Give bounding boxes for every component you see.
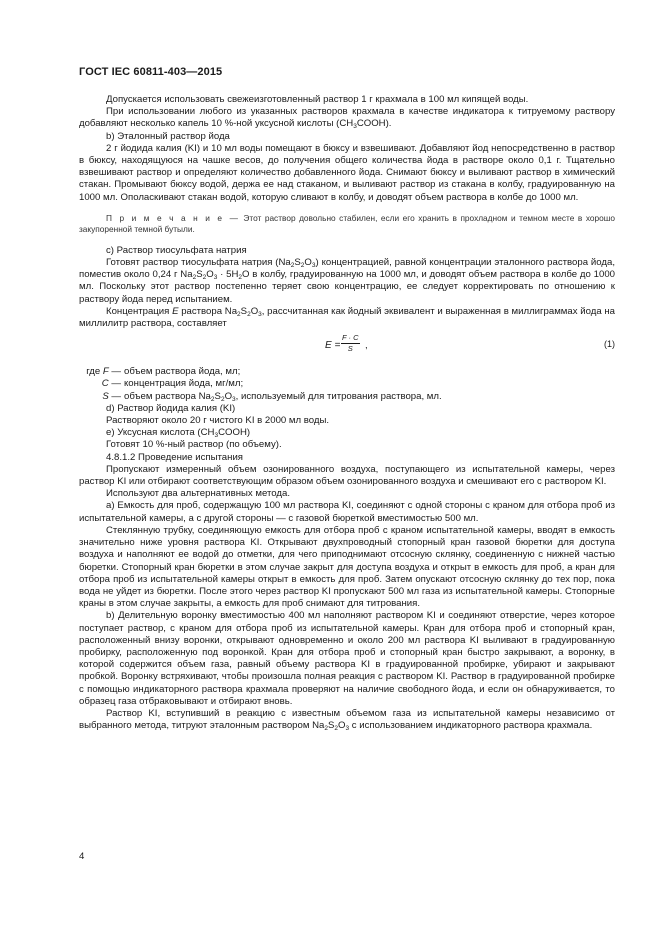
formula-lhs: E =: [325, 340, 341, 352]
formula-number: (1): [604, 339, 615, 350]
subheading-ki-solution: d) Раствор йодида калия (KI): [106, 402, 236, 414]
note-label: П р и м е ч а н и е —: [106, 212, 240, 223]
formula-fraction: [341, 333, 360, 354]
formula-numerator: F · C: [342, 333, 359, 343]
paragraph-acetic-preparation: Готовят 10 %-ный раствор (по объему).: [106, 439, 282, 451]
paragraph-two-methods: Используют два альтернативных метода.: [106, 488, 291, 500]
paragraph-procedure-intro: Пропускают измеренный объем озонированного воздуха, поступающего из испытательной камеры, через раствор KI или отбирают соответствующим образом объем озонированного воздуха и смешивают его с раствором KI.: [79, 463, 615, 488]
document-header: ГОСТ IEC 60811-403—2015: [79, 66, 223, 78]
section-heading-4-8-1-2: 4.8.1.2 Проведение испытания: [106, 451, 243, 463]
formula-1: [79, 332, 615, 364]
definition-F: где F — объем раствора йода, мл;: [86, 366, 241, 378]
definition-C: C — концентрация йода, мг/мл;: [101, 378, 244, 390]
paragraph-ki-preparation: Растворяют около 20 г чистого KI в 2000 мл воды.: [106, 415, 330, 427]
subheading-iodine-reference: b) Эталонный раствор йода: [106, 130, 230, 142]
paragraph-iodine-preparation: 2 г йодида калия (KI) и 10 мл воды помещают в бюксу и взвешивают. Добавляют йод непосредственно в раствор в бюксу, находящуюся на чашке весов, до получения общего количества йода в растворе около 0,1 г. Тщательно взвешивают раствор и определяют количество добавленного йода. Снимают бюксу и выливают раствор в химический стакан. Промывают бюксу водой, держа ее над стаканом, и выливают раствор из стакана в колбу, градуированную на 1000 мл. Ополаскивают стакан водой, которую сливают в колбу, и доводят объем раствора в колбе до 1000 мл.: [79, 142, 615, 203]
document-body: [79, 94, 615, 732]
paragraph-titration: Раствор KI, вступивший в реакцию с известным объемом газа из испытательной камеры независимо от выбранного метода, титруют эталонным раствором $Na_2S_2O_3$ с использованием индикаторного раствора крахмала.: [79, 707, 615, 733]
definitions-list: [79, 366, 615, 403]
note-text: Этот раствор довольно стабилен, если его хранить в прохладном и темном месте в хорошо закупоренной темной бутыли.: [79, 212, 615, 234]
definition-S: S — объем раствора $Na_2S_2O_3$, используемый для титрования раствора, мл.: [102, 390, 442, 403]
paragraph-starch-indicator: При использовании любого из указанных растворов крахмала в качестве индикатора к титруемому раствору добавляют несколько капель 10 %-ной уксусной кислоты $(CH_3COOH)$.: [79, 106, 615, 131]
subheading-acetic-acid: e) Уксусная кислота $(CH_3COOH)$: [106, 427, 251, 440]
subheading-thiosulfate: c) Раствор тиосульфата натрия: [106, 244, 247, 256]
paragraph-thiosulfate-preparation: Готовят раствор тиосульфата натрия $(Na_2S_2O_3)$ концентрацией, равной концентрации эталонного раствора йода, поместив около 0,24 г $Na_2S_2O_3 \cdot 5H_2O$ в колбу, градуированную на 1000 мл, и доводят объем раствора в колбе до 1000 мл. Поскольку этот раствор постепенно теряет свою концентрацию, ее следует корректировать по отношению к раствору йода перед испытанием.: [79, 257, 616, 305]
paragraph-starch-fresh: Допускается использовать свежеизготовленный раствор 1 г крахмала в 100 мл кипящей воды.: [106, 94, 529, 105]
formula-comma: ,: [365, 340, 368, 352]
paragraph-method-b: b) Делительную воронку вместимостью 400 мл наполняют раствором KI и соединяют отверстие, через которое поступает раствор, с краном для отбора проб из испытательной камеры. Кран для отбора проб и стопорный кран, расположенный внизу воронки, открывают одновременно и около 200 мл раствора KI выливают в градуированную пробирку, расположенную под воронкой. Кран для отбора проб и стопорный кран быстро закрывают, а воронку, в которой содержится объем газа, равный объему раствора KI в градуированной пробирке, убирают и закрывают пробкой. Воронку встряхивают, чтобы произошла полная реакция с раствором KI. Раствор в градуированной пробирке с помощью индикаторного раствора крахмала проверяют на наличие свободного йода, и если он обнаруживается, то образец газа отбраковывают и отбирают вновь.: [79, 610, 615, 707]
paragraph-method-a: a) Емкость для проб, содержащую 100 мл раствора KI, соединяют с одной стороны с краном для отбора проб из испытательной камеры, а с другой стороны — с газовой бюреткой вместимостью 500 мл.: [79, 500, 615, 524]
paragraph-method-a-details: Стеклянную трубку, соединяющую емкость для отбора проб с краном испытательной камеры, вводят в емкость значительно ниже уровня раствора KI. Открывают двухпроводный стопорный кран газовой бюретки для доступа воздуха и наполняют ее водой до отметки, для чего приподнимают отсосную склянку, соединенную с нижней частью бюретки. Стопорный кран бюретки в этом случае закрыт для доступа воздуха и открыт в емкость для проб, а кран для отбора проб из испытательной камеры открыт в емкость для проб. Затем опускают отсосную склянку до тех пор, пока вода не уйдет из бюретки. После этого через раствор KI пропускают 500 мл газа из испытательной камеры. Стопорные краны в этом случае закрыты, а емкость для проб снимают для титрования.: [79, 524, 615, 610]
formula-denominator: S: [347, 344, 353, 354]
paragraph-concentration: Концентрация E раствора $Na_2S_2O_3$, рассчитанная как йодный эквивалент и выраженная в миллиграммах йода на миллилитр раствора, составляет: [79, 305, 616, 330]
note: [79, 213, 615, 235]
page-number: 4: [79, 851, 85, 862]
